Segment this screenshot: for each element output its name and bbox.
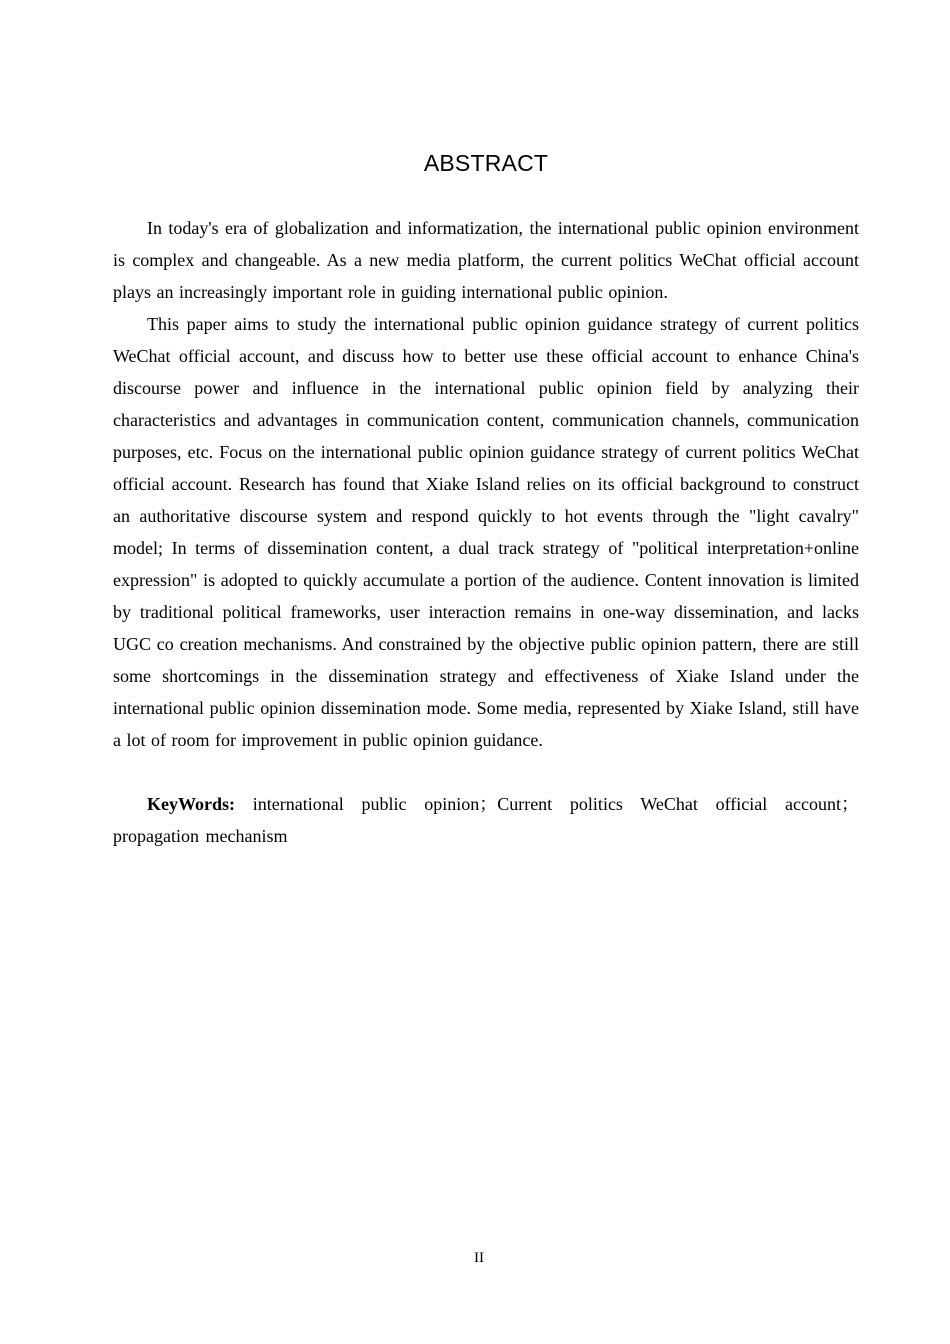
page-number: II (474, 1250, 484, 1266)
abstract-paragraph-1: In today's era of globalization and informatization, the international public opinion environment is complex and changeable. As a new media platform, the current politics WeChat official account plays an increasingly important role in guiding international public opinion. (113, 218, 859, 302)
abstract-title: ABSTRACT (423, 150, 549, 176)
abstract-body (113, 212, 859, 852)
keywords-line (113, 788, 859, 852)
keywords-text: international public opinion；Current politics WeChat official account；propagation mechanism (113, 794, 859, 846)
keywords-label: KeyWords: (147, 794, 235, 814)
abstract-paragraph-2: This paper aims to study the international public opinion guidance strategy of current politics WeChat official account, and discuss how to better use these official account to enhance China's discourse power and influence in the international public opinion field by analyzing their characteristics and advantages in communication content, communication channels, communication purposes, etc. Focus on the international public opinion guidance strategy of current politics WeChat official account. Research has found that Xiake Island relies on its official background to construct an authoritative discourse system and respond quickly to hot events through the "light cavalry" model; In terms of dissemination content, a dual track strategy of "political interpretation+online expression" is adopted to quickly accumulate a portion of the audience. Content innovation is limited by traditional political frameworks, user interaction remains in one-way dissemination, and lacks UGC co creation mechanisms. And constrained by the objective public opinion pattern, there are still some shortcomings in the dissemination strategy and effectiveness of Xiake Island under the international public opinion dissemination mode. Some media, represented by Xiake Island, still have a lot of room for improvement in public opinion guidance. (113, 314, 859, 750)
